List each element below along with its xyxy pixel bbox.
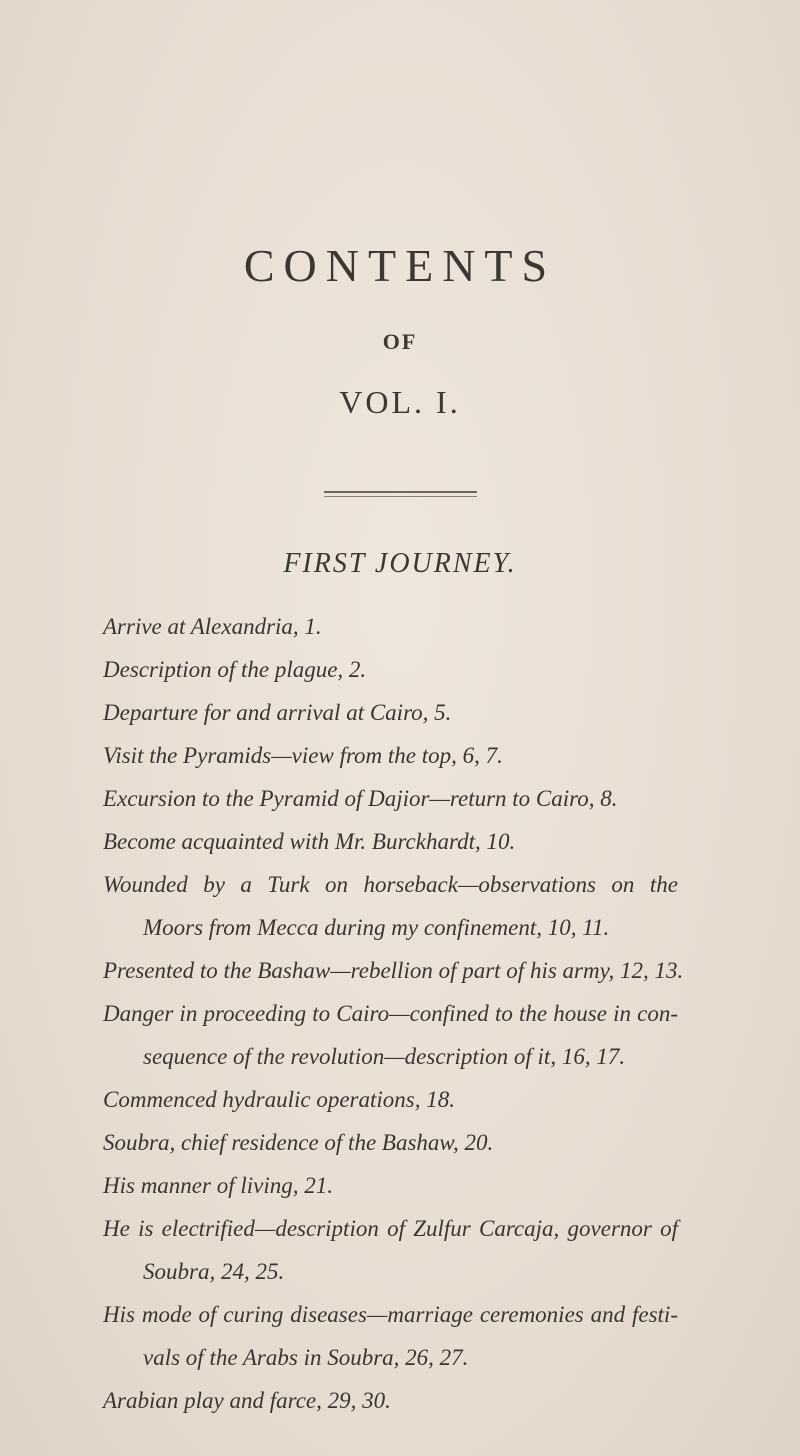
contents-entry (103, 1164, 678, 1207)
entry-text: Commenced hydraulic operations, 18. (103, 1087, 455, 1112)
entry-continuation: sequence of the revolution—description of it, 16, 17. (143, 1044, 626, 1069)
entry-text: Arrive at Alexandria, 1. (103, 614, 322, 639)
contents-entry (103, 992, 678, 1078)
entry-text: Description of the plague, 2. (103, 657, 367, 682)
contents-entry (103, 1379, 678, 1422)
entry-text: Presented to the Bashaw—rebellion of part of his army, 12, 13. (103, 958, 684, 983)
contents-entry (103, 734, 678, 777)
contents-entry (103, 863, 678, 949)
contents-entry (103, 1293, 678, 1379)
entry-text: Departure for and arrival at Cairo, 5. (103, 700, 452, 725)
entry-text: Arabian play and farce, 29, 30. (103, 1388, 391, 1413)
contents-entry (103, 605, 678, 648)
volume-label: VOL. I. (339, 384, 461, 420)
contents-entry (103, 1121, 678, 1164)
section-title: FIRST JOURNEY. (283, 548, 517, 579)
entry-text: Danger in proceeding to Cairo—confined to the house in con- (103, 1001, 678, 1026)
contents-entry (103, 1207, 678, 1293)
entry-text: Wounded by a Turk on horseback—observations on the (103, 872, 678, 897)
entry-continuation: Moors from Mecca during my confinement, 10, 11. (143, 915, 610, 940)
entry-text: He is electrified—description of Zulfur Carcaja, governor of (103, 1216, 678, 1241)
entry-continuation: Soubra, 24, 25. (143, 1259, 285, 1284)
contents-entry (103, 691, 678, 734)
entry-text: Excursion to the Pyramid of Dajior—return to Cairo, 8. (103, 786, 618, 811)
entry-text: Visit the Pyramids—view from the top, 6, 7. (103, 743, 503, 768)
entry-text: His mode of curing diseases—marriage ceremonies and festi- (103, 1302, 678, 1327)
contents-entry (103, 648, 678, 691)
entry-text: His manner of living, 21. (103, 1173, 333, 1198)
contents-entry (103, 1078, 678, 1121)
entry-text: Soubra, chief residence of the Bashaw, 20. (103, 1130, 494, 1155)
contents-entry (103, 820, 678, 863)
contents-entry (103, 777, 678, 820)
of-label: OF (382, 329, 418, 354)
entry-text: Become acquainted with Mr. Burckhardt, 10. (103, 829, 516, 854)
entry-continuation: vals of the Arabs in Soubra, 26, 27. (143, 1345, 469, 1370)
contents-entry (103, 949, 684, 992)
contents-title: CONTENTS (243, 240, 557, 291)
